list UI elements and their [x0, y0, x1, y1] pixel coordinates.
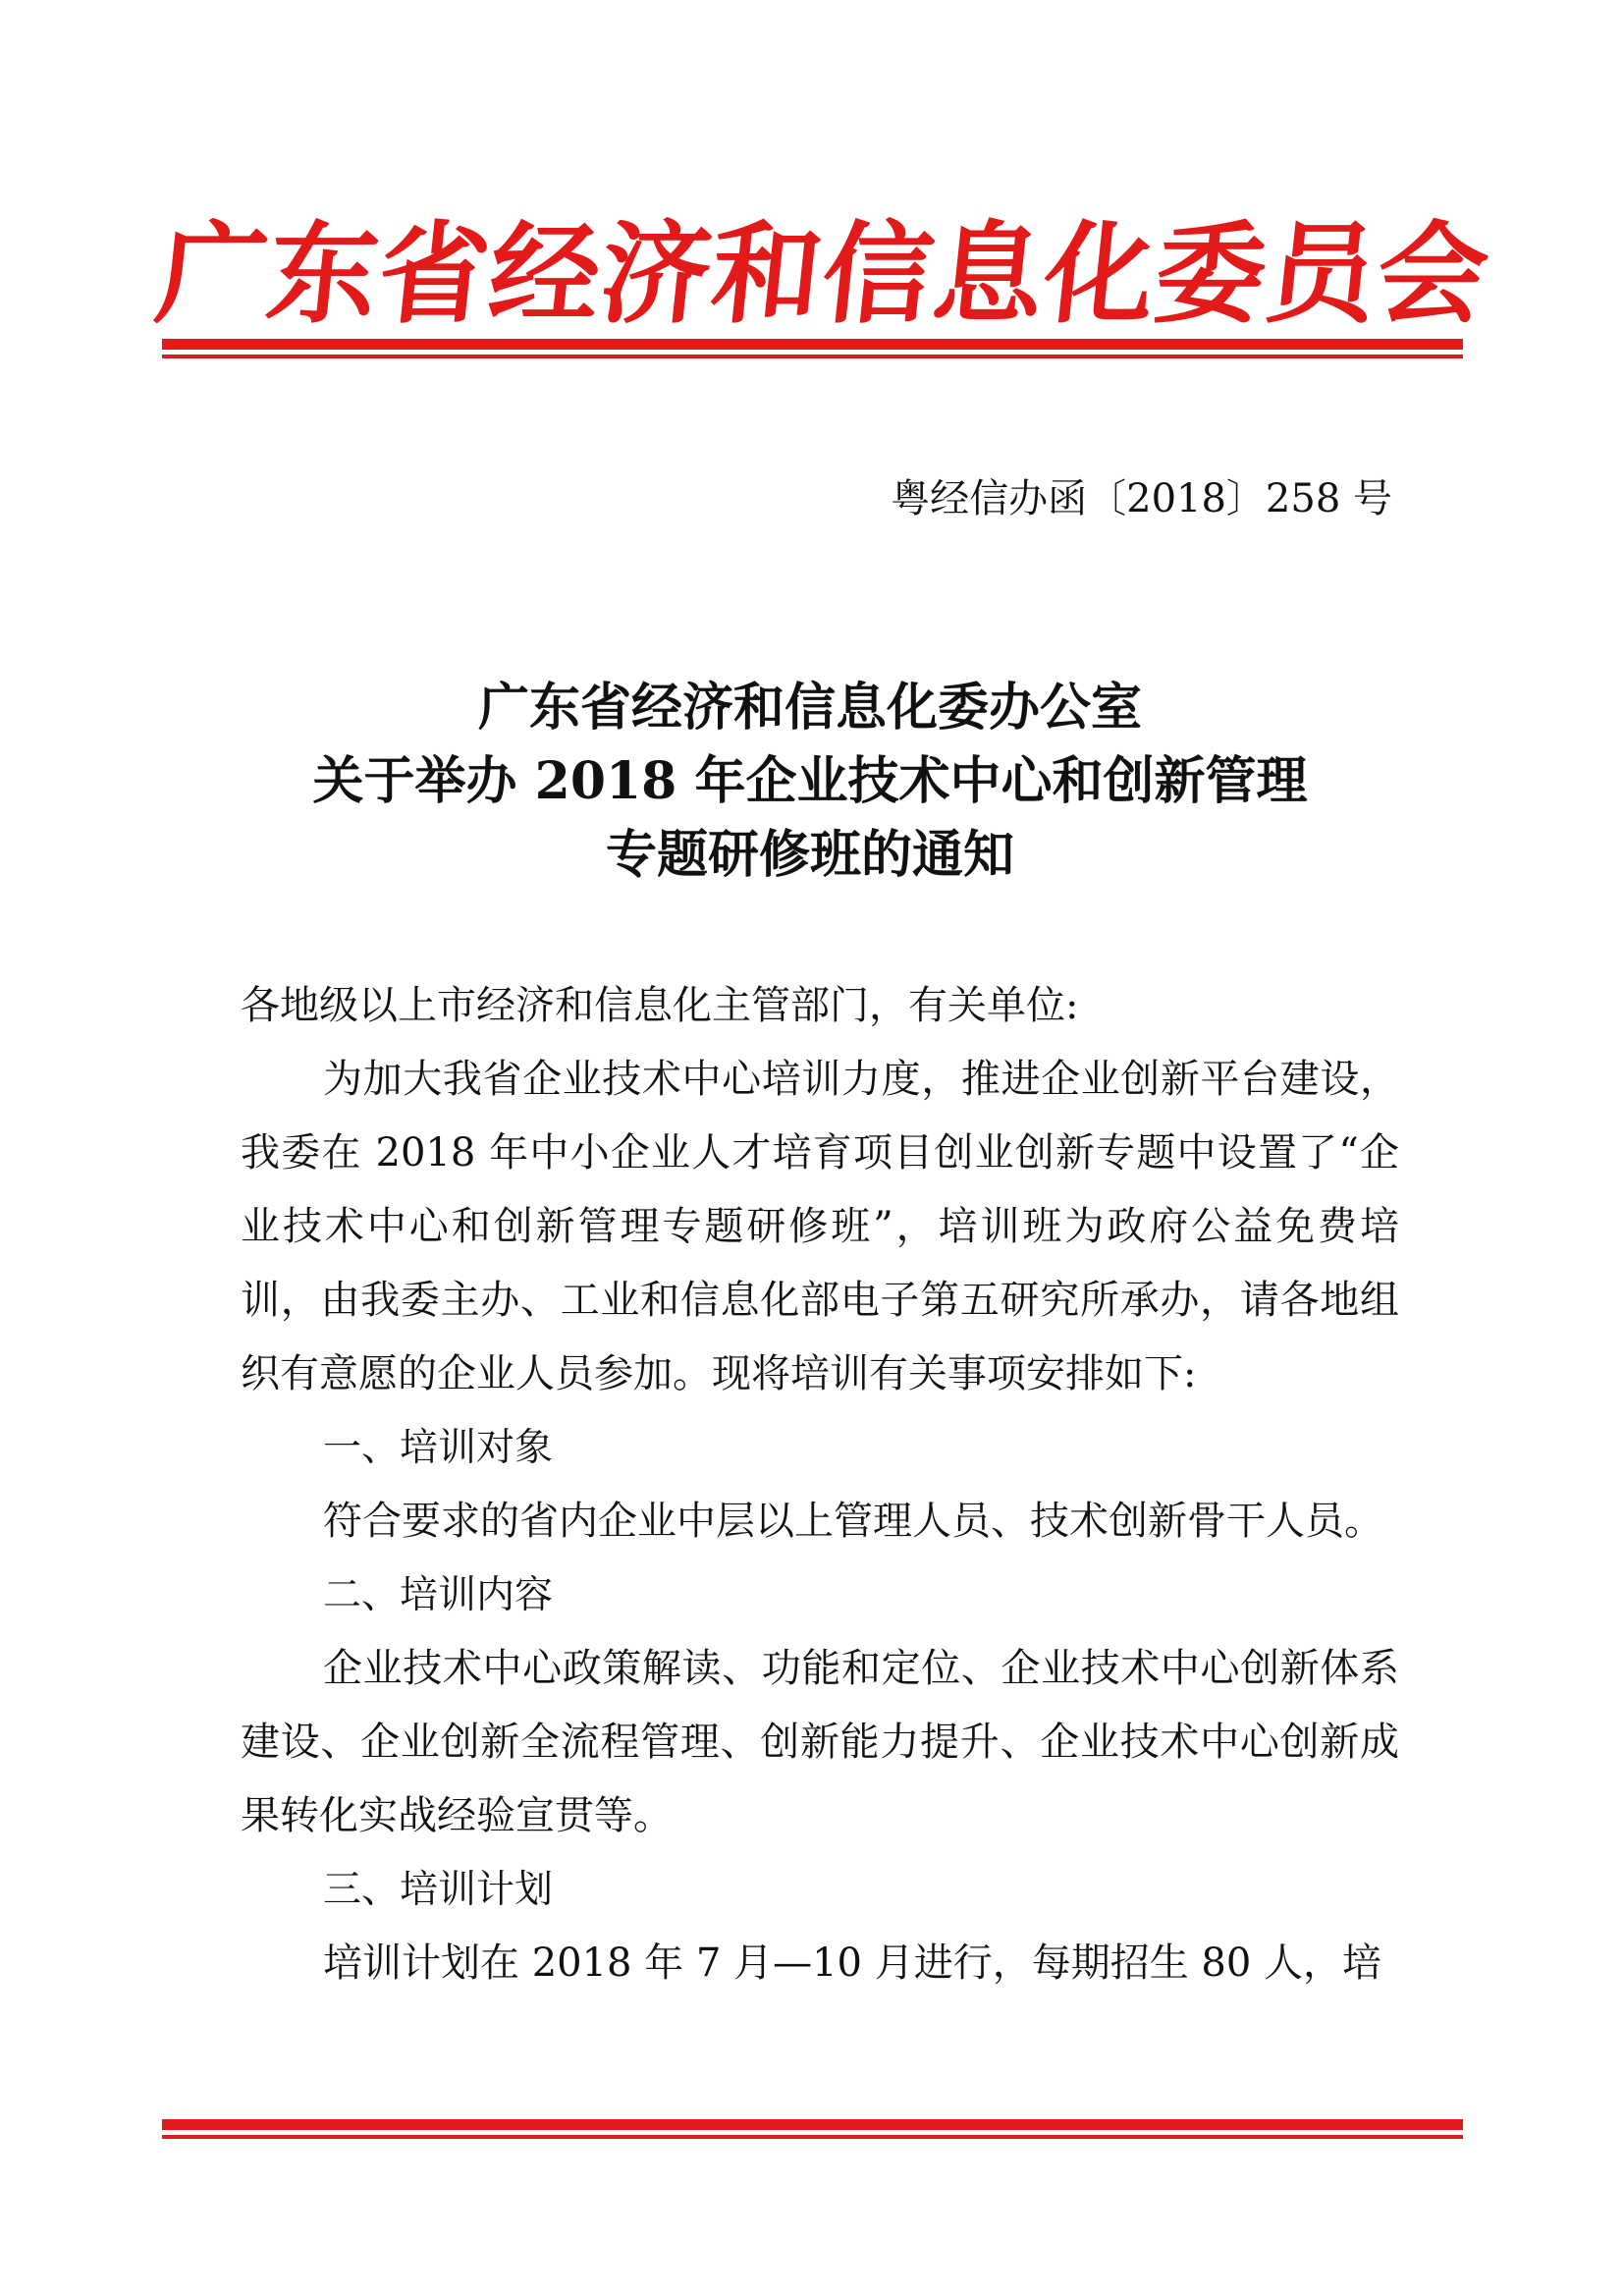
masthead-red-rule	[162, 339, 1463, 358]
section-text-plan: 培训计划在 2018 年 7 月—10 月进行，每期招生 80 人，培	[323, 1941, 1382, 1986]
rule-thick-line	[162, 339, 1463, 350]
title-line-2: 关于举办 2018 年企业技术中心和创新管理	[312, 751, 1308, 811]
section-heading-plan: 三、培训计划	[323, 1868, 554, 1912]
document-title	[157, 671, 1463, 892]
section-heading-targets: 一、培训对象	[323, 1426, 554, 1470]
section-heading-content: 二、培训内容	[323, 1573, 554, 1617]
document-body	[241, 969, 1399, 2000]
document-number: 粤经信办函〔2018〕258 号	[891, 476, 1392, 521]
salutation: 各地级以上市经济和信息化主管部门，有关单位:	[241, 983, 1079, 1028]
rule-thin-line	[162, 2135, 1463, 2139]
title-line-1: 广东省经济和信息化委办公室	[477, 678, 1142, 738]
footer-red-rule	[162, 2119, 1463, 2139]
rule-thin-line	[162, 355, 1463, 358]
intro-paragraph: 为加大我省企业技术中心培训力度，推进企业创新平台建设，我委在 2018 年中小企业人才培育项目创业创新专题中设置了“企业技术中心和创新管理专题研修班”，培训班为政府公益免费培训，由我委主办、工业和信息化部电子第五研究所承办，请各地组织有意愿的企业人员参加。现将培训有关事项安排如下:	[241, 1057, 1399, 1396]
rule-thick-line	[162, 2119, 1463, 2130]
section-text-content: 企业技术中心政策解读、功能和定位、企业技术中心创新体系建设、企业创新全流程管理、创新能力提升、企业技术中心创新成果转化实战经验宣贯等。	[241, 1646, 1399, 1838]
masthead-org-name: 广东省经济和信息化委员会	[150, 211, 1495, 339]
title-line-3: 专题研修班的通知	[605, 825, 1014, 885]
section-text-targets: 符合要求的省内企业中层以上管理人员、技术创新骨干人员。	[323, 1499, 1383, 1544]
